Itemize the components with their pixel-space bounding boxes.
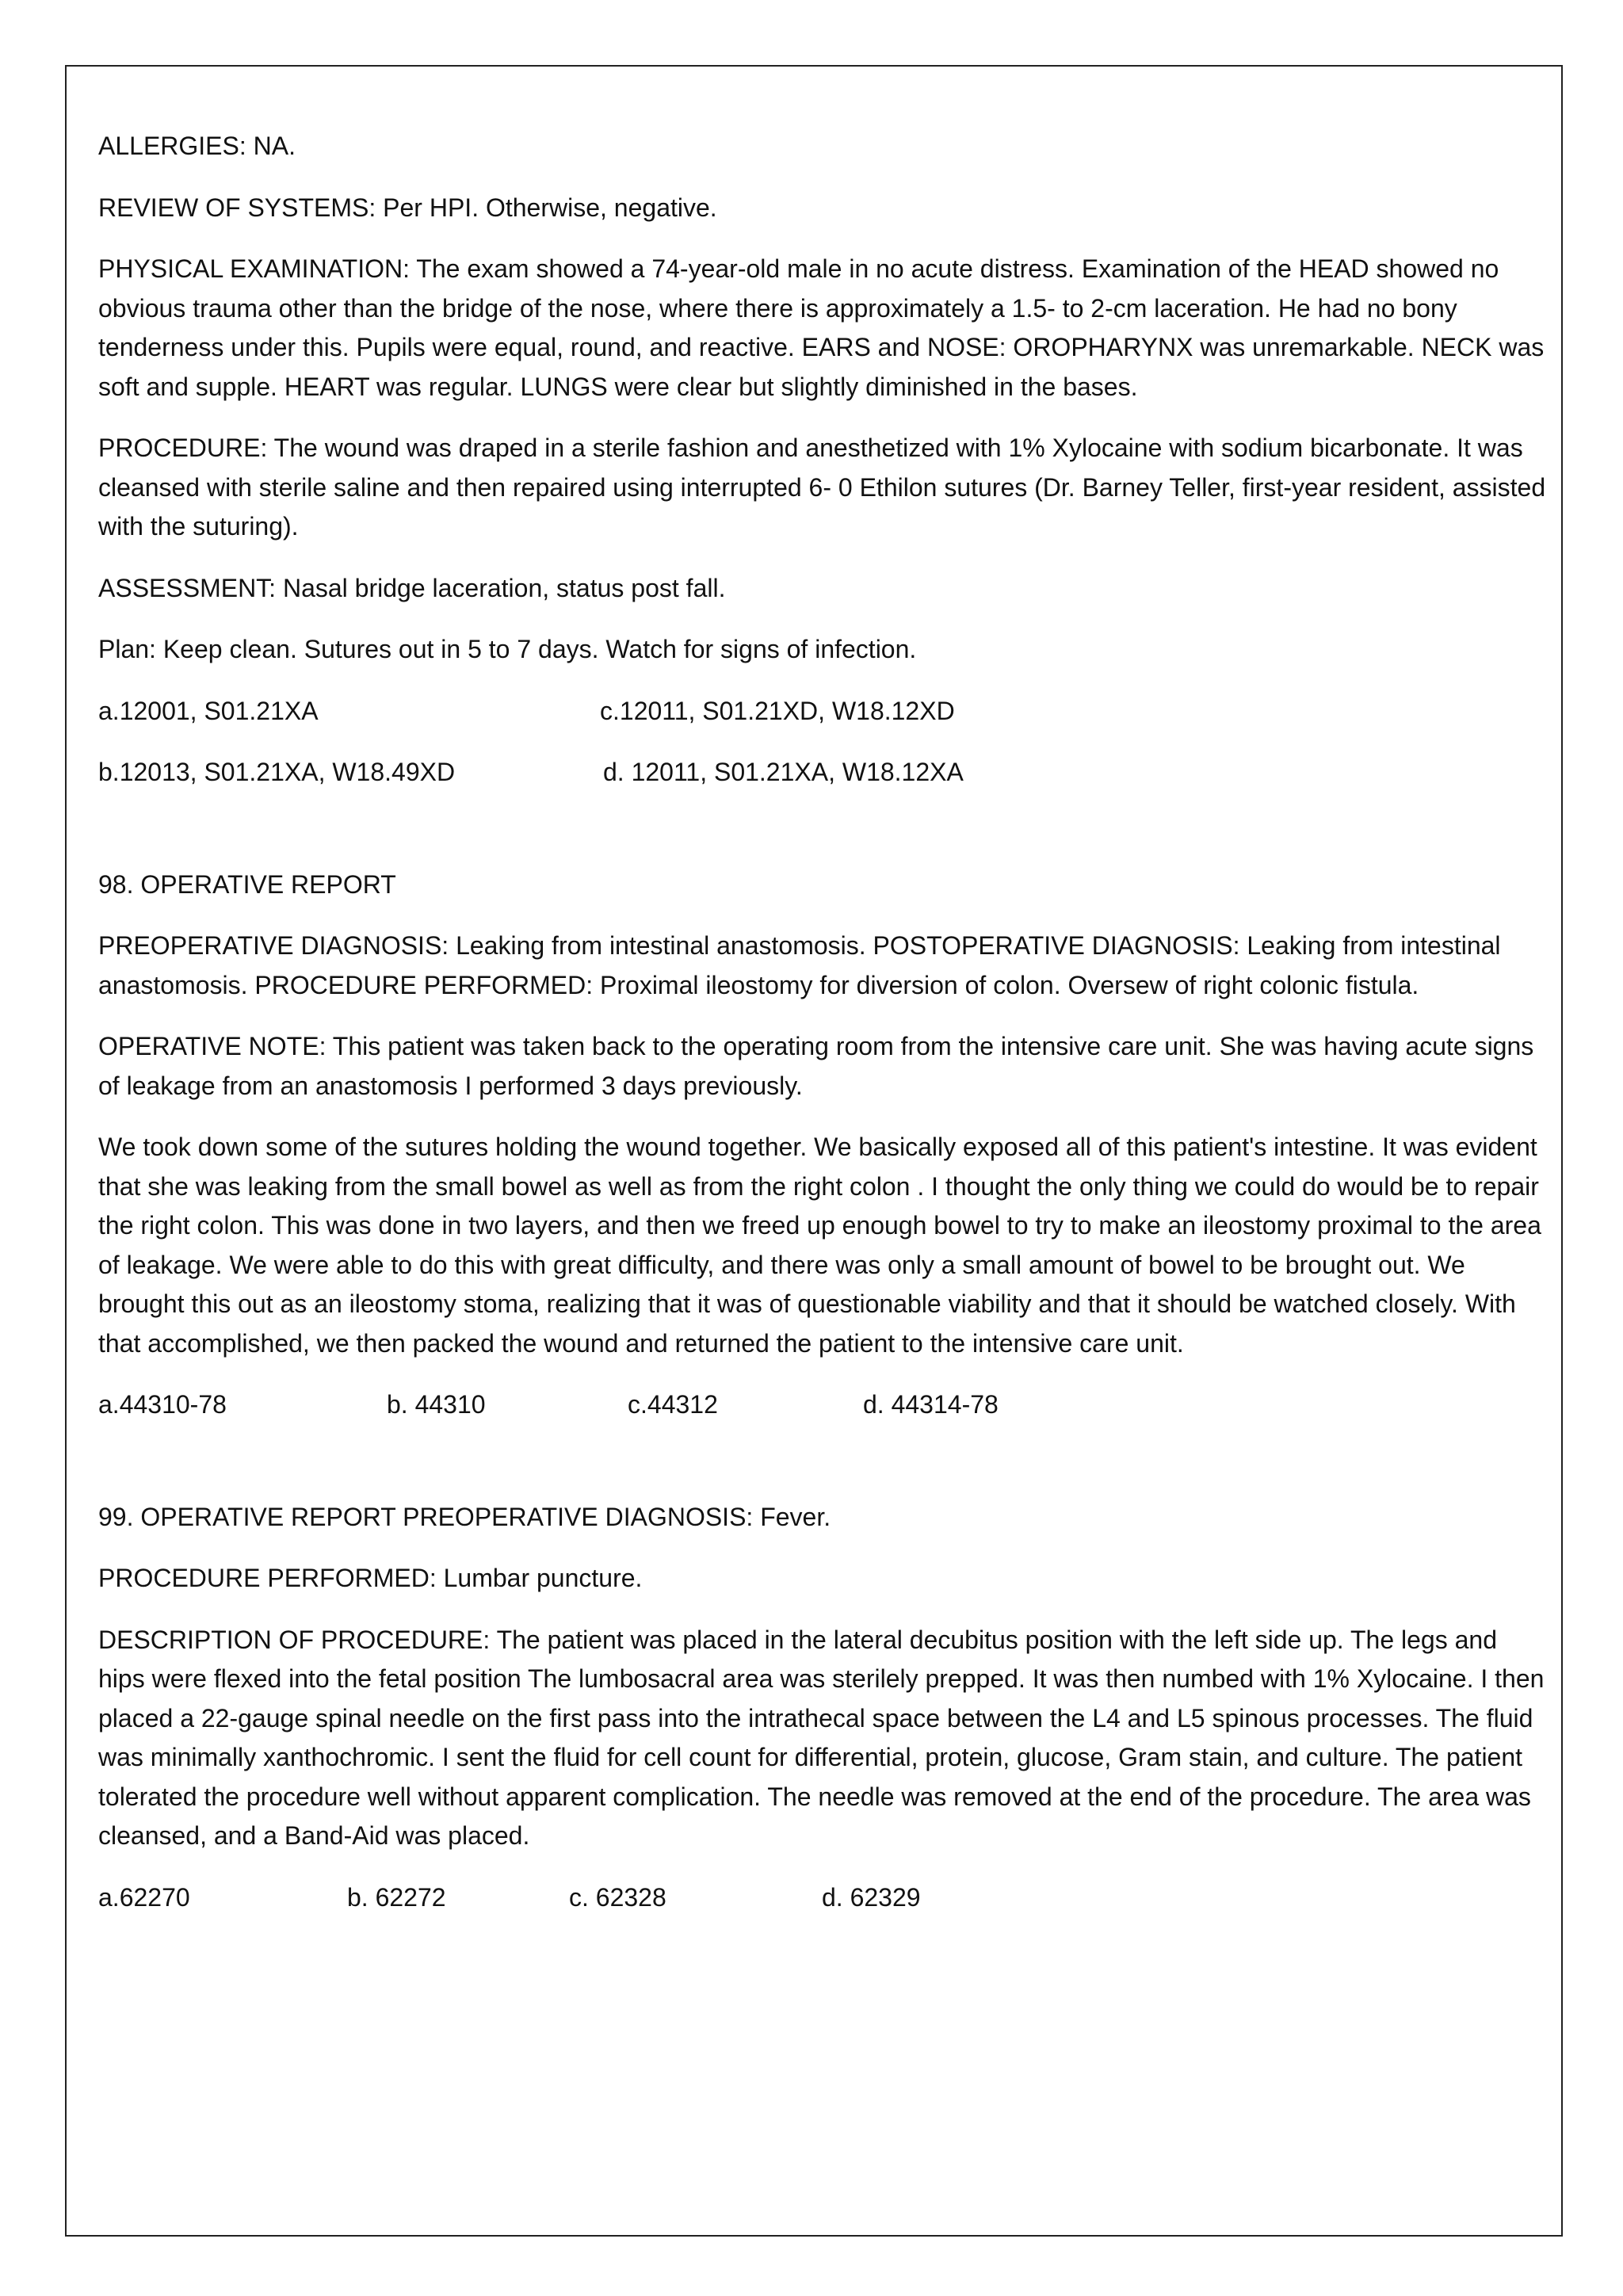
option-b: b. 44310 [387,1390,486,1419]
review-of-systems-text: REVIEW OF SYSTEMS: Per HPI. Otherwise, negative. [98,193,717,222]
procedure-text: PROCEDURE: The wound was draped in a sterile fashion and anesthetized with 1% Xylocaine with sodium bicarbonate. It was cleansed with sterile saline and then repaired using interrupted 6- 0 Ethilon sutures (Dr. Barney Teller, first-year resident, assisted with the suturing). [98,434,1546,541]
option-d: d. 12011, S01.21XA, W18.12XA [603,758,964,786]
case-99-heading: 99. OPERATIVE REPORT PREOPERATIVE DIAGNOSIS: Fever. [98,1502,831,1531]
document-body [98,127,1547,1939]
option-d: d. 44314-78 [863,1390,999,1419]
answer-options-row-1 [98,692,1547,732]
diagnosis-text: PREOPERATIVE DIAGNOSIS: Leaking from intestinal anastomosis. POSTOPERATIVE DIAGNOSIS: Leaking from intestinal anastomosis. PROCEDURE PERFORMED: Proximal ileostomy for diversion of colon. Oversew of right colonic fistula. [98,931,1501,999]
case-99-section [98,1498,1547,1918]
procedure-performed-text: PROCEDURE PERFORMED: Lumbar puncture. [98,1564,643,1592]
case-98-section [98,865,1547,1425]
case-97-section [98,127,1547,793]
option-a: a.44310-78 [98,1390,227,1419]
option-b: b.12013, S01.21XA, W18.49XD [98,758,456,786]
answer-options-row [98,1878,1547,1918]
answer-options-row-2 [98,753,1547,793]
option-a: a.62270 [98,1882,190,1912]
option-c: c.44312 [628,1390,718,1419]
option-d: d. 62329 [822,1882,921,1912]
option-a: a.12001, S01.21XA [98,696,319,725]
allergies-text: ALLERGIES: NA. [98,132,296,160]
physical-examination-text: PHYSICAL EXAMINATION: The exam showed a 74-year-old male in no acute distress. Examination of the HEAD showed no obvious trauma other than the bridge of the nose, where there is approximately a 1.5- to 2-cm laceration. He had no bony tenderness under this. Pupils were equal, round, and reactive. EARS and NOSE: OROPHARYNX was unremarkable. NECK was soft and supple. HEART was regular. LUNGS were clear but slightly diminished in the bases. [98,254,1545,401]
operative-narrative-text: We took down some of the sutures holding the wound together. We basically exposed all of this patient's intestine. It was evident that she was leaking from the small bowel as well as from the right colon . I thought the only thing we could do would be to repair the right colon. This was done in two layers, and then we freed up enough bowel to try to make an ileostomy proximal to the area of leakage. We were able to do this with great difficulty, and there was only a small amount of bowel to be brought out. We brought this out as an ileostomy stoma, realizing that it was of questionable viability and that it should be watched closely. With that accomplished, we then packed the wound and returned the patient to the intensive care unit. [98,1133,1541,1358]
plan-text: Plan: Keep clean. Sutures out in 5 to 7 days. Watch for signs of infection. [98,635,917,663]
section-spacer [98,1447,1547,1498]
option-c: c. 62328 [569,1882,666,1912]
option-b: b. 62272 [347,1882,446,1912]
section-spacer [98,815,1547,865]
operative-note-text: OPERATIVE NOTE: This patient was taken back to the operating room from the intensive care unit. She was having acute signs of leakage from an anastomosis I performed 3 days previously. [98,1032,1534,1100]
case-98-heading: 98. OPERATIVE REPORT [98,869,396,899]
assessment-text: ASSESSMENT: Nasal bridge laceration, status post fall. [98,573,726,602]
description-of-procedure-text: DESCRIPTION OF PROCEDURE: The patient was placed in the lateral decubitus position with the left side up. The legs and hips were flexed into the fetal position The lumbosacral area was sterilely prepped. It was then numbed with 1% Xylocaine. I then placed a 22-gauge spinal needle on the first pass into the intrathecal space between the L4 and L5 spinous processes. The fluid was minimally xanthochromic. I sent the fluid for cell count for differential, protein, glucose, Gram stain, and culture. The patient tolerated the procedure well without apparent complication. The needle was removed at the end of the procedure. The area was cleansed, and a Band-Aid was placed. [98,1625,1545,1850]
answer-options-row [98,1385,1547,1425]
option-c: c.12011, S01.21XD, W18.12XD [600,696,955,725]
